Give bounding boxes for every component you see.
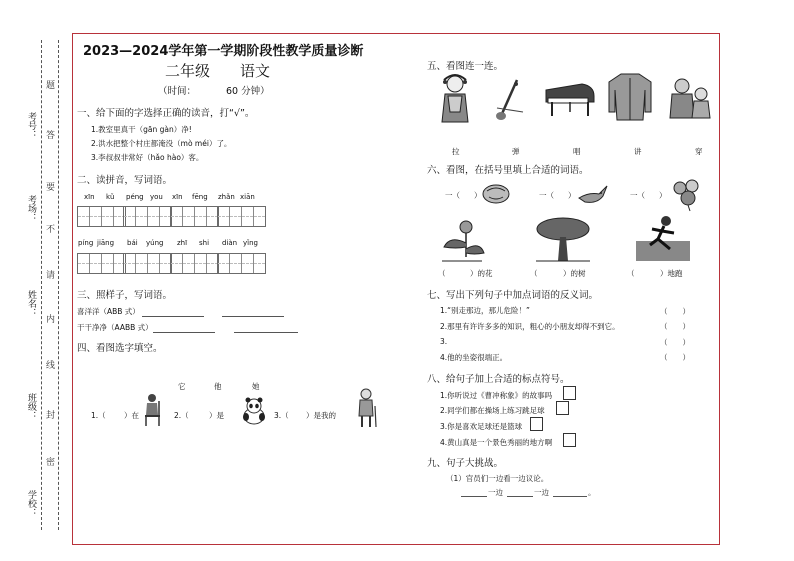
q1-item: 2.洪水把整个村庄都淹没（mò méi）了。	[91, 139, 232, 148]
panda-image	[241, 397, 267, 425]
writing-grid[interactable]	[77, 253, 126, 274]
q5-word: 弹	[512, 147, 520, 156]
erhu-image	[493, 78, 525, 122]
punctuation-box[interactable]	[530, 417, 543, 431]
q7-heading: 七、写出下列句子中加点词语的反义词。	[427, 290, 599, 301]
q6-bracket-close: ）	[659, 191, 667, 200]
q4-sentence-1-close: ）在	[124, 411, 139, 420]
q7-answer-bracket[interactable]: （ ）	[660, 322, 690, 331]
pinyin: zhī	[177, 239, 188, 247]
pinyin: xiān	[240, 193, 255, 201]
seal-char: 密	[46, 458, 56, 468]
pinyin: péng	[126, 193, 144, 201]
q5-word: 唱	[573, 147, 581, 156]
pinyin: fēng	[192, 193, 208, 201]
answer-line[interactable]	[461, 496, 487, 497]
q8-item: 2.同学们都在操场上练习跳足球	[440, 406, 545, 415]
q6-phrase: ）的花	[470, 269, 493, 278]
seal-char: 请	[46, 271, 56, 281]
q7-item: 1.“别走那边，那儿危险！”	[440, 306, 530, 315]
running-boy-image	[634, 215, 692, 263]
writing-grid[interactable]	[123, 253, 172, 274]
exam-title: 2023—2024学年第一学期阶段性教学质量诊断	[83, 44, 364, 59]
q8-item: 3.你是喜欢足球还是篮球	[440, 422, 523, 431]
q4-sentence-1-open: 1.（	[91, 411, 106, 420]
answer-line[interactable]	[507, 496, 533, 497]
q9-pattern: 一边	[488, 488, 503, 497]
q7-item: 2.那里有许许多多的知识，粗心的小朋友却得不到它。	[440, 322, 620, 331]
pinyin: shi	[199, 239, 210, 247]
seal-char: 线	[46, 361, 56, 371]
q3-item: 喜洋洋（ABB 式）	[77, 307, 140, 316]
q5-word: 讲	[634, 147, 642, 156]
student-name-label: 姓名：	[26, 290, 36, 317]
q6-bracket-open: （	[530, 269, 538, 278]
writing-grid[interactable]	[217, 253, 266, 274]
q5-word: 拉	[452, 147, 460, 156]
q6-bracket-open: （	[438, 269, 446, 278]
q8-item: 4.黄山真是一个景色秀丽的地方啊	[440, 438, 553, 447]
punctuation-box[interactable]	[563, 386, 576, 400]
q9-end: 。	[588, 488, 596, 497]
answer-line[interactable]	[142, 316, 204, 317]
pinyin: kǔ	[106, 193, 115, 201]
q6-bracket-open: 一（	[630, 191, 645, 200]
flower-bush-image	[668, 178, 706, 212]
q2-heading: 二、读拼音，写词语。	[77, 175, 173, 186]
pinyin: píng	[78, 239, 94, 247]
vase-image	[481, 183, 511, 205]
flower-image	[438, 217, 486, 263]
exam-room-label: 考场：	[26, 195, 36, 222]
writing-grid[interactable]	[170, 206, 219, 227]
q4-heading: 四、看图选字填空。	[77, 343, 163, 354]
q9-pattern: 一边	[534, 488, 549, 497]
time-value: 60 分钟）	[226, 86, 270, 97]
pinyin: you	[150, 193, 163, 201]
q1-item: 1.教室里真干（gān gàn）净!	[91, 125, 192, 134]
punctuation-box[interactable]	[556, 401, 569, 415]
q4-sentence-2-close: ）是	[209, 411, 224, 420]
seal-char: 内	[46, 315, 56, 325]
q6-phrase: ）地跑	[660, 269, 683, 278]
pinyin: jiāng	[97, 239, 115, 247]
q7-answer-bracket[interactable]: （ ）	[660, 353, 690, 362]
class-label: 班级：	[26, 393, 36, 420]
answer-line[interactable]	[222, 316, 284, 317]
subject-label: 语文	[240, 62, 271, 80]
q7-item: 4.他的坐姿很端正。	[440, 353, 508, 362]
q6-bracket-open: 一（	[539, 191, 554, 200]
sweater-image	[607, 72, 653, 122]
choice-char: 她	[252, 382, 260, 391]
q9-heading: 九、句子大挑战。	[427, 458, 504, 469]
pinyin: xīn	[172, 193, 183, 201]
seal-char: 封	[46, 411, 56, 421]
q7-answer-bracket[interactable]: （ ）	[660, 338, 690, 347]
q5-heading: 五、看图连一连。	[427, 61, 504, 72]
q4-sentence-3-open: 3.（	[274, 411, 289, 420]
writing-grid[interactable]	[123, 206, 172, 227]
seal-char: 题	[46, 81, 56, 91]
q6-bracket-close: ）	[568, 191, 576, 200]
writing-grid[interactable]	[77, 206, 126, 227]
pinyin: xīn	[84, 193, 95, 201]
q3-item: 干干净净（AABB 式）	[77, 323, 153, 332]
q3-heading: 三、照样子，写词语。	[77, 290, 173, 301]
answer-line[interactable]	[153, 332, 215, 333]
tree-image	[534, 215, 592, 263]
q1-heading: 一、给下面的字选择正确的读音，打“√”。	[77, 108, 255, 119]
pinyin: yǐng	[243, 239, 258, 247]
q6-bracket-open: （	[627, 269, 635, 278]
q6-bracket-close: ）	[474, 191, 482, 200]
pinyin: yúng	[146, 239, 164, 247]
grade-label: 二年级	[165, 62, 211, 80]
exam-number-label: 考号：	[26, 112, 36, 139]
binding-line-inner	[58, 40, 59, 530]
pinyin: diàn	[222, 239, 238, 247]
q5-word: 穿	[695, 147, 703, 156]
q4-sentence-3-close: ）是我的	[306, 411, 336, 420]
writing-grid[interactable]	[170, 253, 219, 274]
opera-performer-image	[438, 72, 472, 124]
q7-item: 3.	[440, 337, 448, 346]
seal-char: 要	[46, 183, 56, 193]
person-on-chair-image	[141, 393, 165, 427]
binding-line-outer	[41, 40, 42, 530]
school-label: 学校：	[26, 490, 36, 517]
choice-char: 他	[214, 382, 222, 391]
q8-item: 1.你听说过《曹冲称象》的故事吗	[440, 391, 553, 400]
q6-phrase: ）的树	[563, 269, 586, 278]
time-label: （时间：	[158, 86, 197, 97]
choice-char: 它	[178, 382, 186, 391]
grandpa-image	[355, 388, 377, 428]
answer-line[interactable]	[234, 332, 298, 333]
bird-image	[577, 182, 609, 206]
q6-bracket-open: 一（	[445, 191, 460, 200]
piano-image	[544, 80, 596, 118]
pinyin: bái	[127, 239, 138, 247]
q1-item: 3.李叔叔非常好（hǎo hào）客。	[91, 153, 204, 162]
seal-char: 答	[46, 131, 56, 141]
answer-line[interactable]	[553, 496, 587, 497]
punctuation-box[interactable]	[563, 433, 576, 447]
q4-sentence-2-open: 2.（	[174, 411, 189, 420]
pinyin: zhǎn	[218, 193, 235, 201]
q9-item: （1）官员们一边看一边议论。	[446, 474, 549, 483]
q7-answer-bracket[interactable]: （ ）	[660, 307, 690, 316]
seal-char: 不	[46, 225, 56, 235]
q6-heading: 六、看图，在括号里填上合适的词语。	[427, 165, 589, 176]
writing-grid[interactable]	[217, 206, 266, 227]
q8-heading: 八、给句子加上合适的标点符号。	[427, 374, 570, 385]
grandma-storytelling-image	[668, 74, 714, 120]
